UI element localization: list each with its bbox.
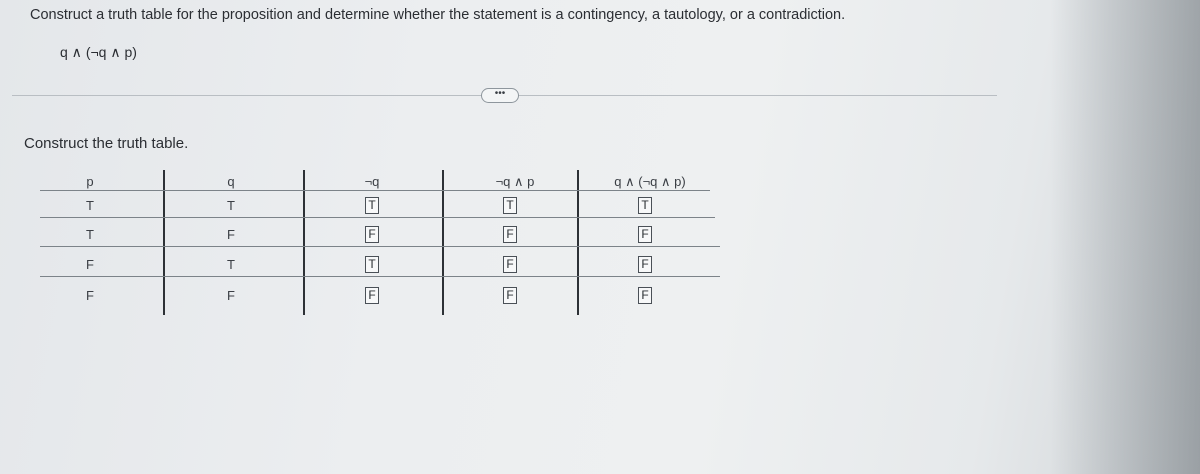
column-separator — [163, 170, 165, 315]
cell-q: F — [227, 288, 235, 303]
row-separator — [40, 190, 710, 191]
part-caption: Construct the truth table. — [24, 135, 189, 152]
question-instructions: Construct a truth table for the proposition and determine whether the statement is a contingency, a tautology, or a contradiction. — [30, 7, 846, 23]
result-answer-field[interactable]: F — [638, 287, 652, 304]
header-not-q-and-p: ¬q ∧ p — [495, 174, 535, 189]
screen-edge-shadow — [1050, 0, 1200, 474]
not-q-and-p-answer-field[interactable]: F — [503, 287, 517, 304]
truth-table — [40, 170, 720, 315]
cell-p: F — [86, 288, 94, 303]
header-q: q — [227, 174, 235, 189]
cell-q: T — [227, 198, 235, 213]
expand-more-button[interactable]: ••• — [481, 88, 519, 103]
not-q-and-p-answer-field[interactable]: F — [503, 256, 517, 273]
proposition: q ∧ (¬q ∧ p) — [60, 44, 137, 60]
result-answer-field[interactable]: T — [638, 197, 652, 214]
header-not-q: ¬q — [364, 174, 380, 189]
row-separator — [40, 217, 715, 218]
not-q-answer-field[interactable]: F — [365, 287, 379, 304]
column-separator — [577, 170, 579, 315]
not-q-answer-field[interactable]: F — [365, 226, 379, 243]
cell-q: T — [227, 257, 235, 272]
column-separator — [442, 170, 444, 315]
not-q-and-p-answer-field[interactable]: T — [503, 197, 517, 214]
row-separator — [40, 246, 720, 247]
header-p: p — [86, 174, 94, 189]
not-q-answer-field[interactable]: T — [365, 256, 379, 273]
result-answer-field[interactable]: F — [638, 226, 652, 243]
result-answer-field[interactable]: F — [638, 256, 652, 273]
not-q-answer-field[interactable]: T — [365, 197, 379, 214]
row-separator — [40, 276, 720, 277]
cell-p: T — [86, 198, 94, 213]
cell-p: F — [86, 257, 94, 272]
column-separator — [303, 170, 305, 315]
cell-q: F — [227, 227, 235, 242]
cell-p: T — [86, 227, 94, 242]
header-result: q ∧ (¬q ∧ p) — [614, 174, 686, 189]
not-q-and-p-answer-field[interactable]: F — [503, 226, 517, 243]
